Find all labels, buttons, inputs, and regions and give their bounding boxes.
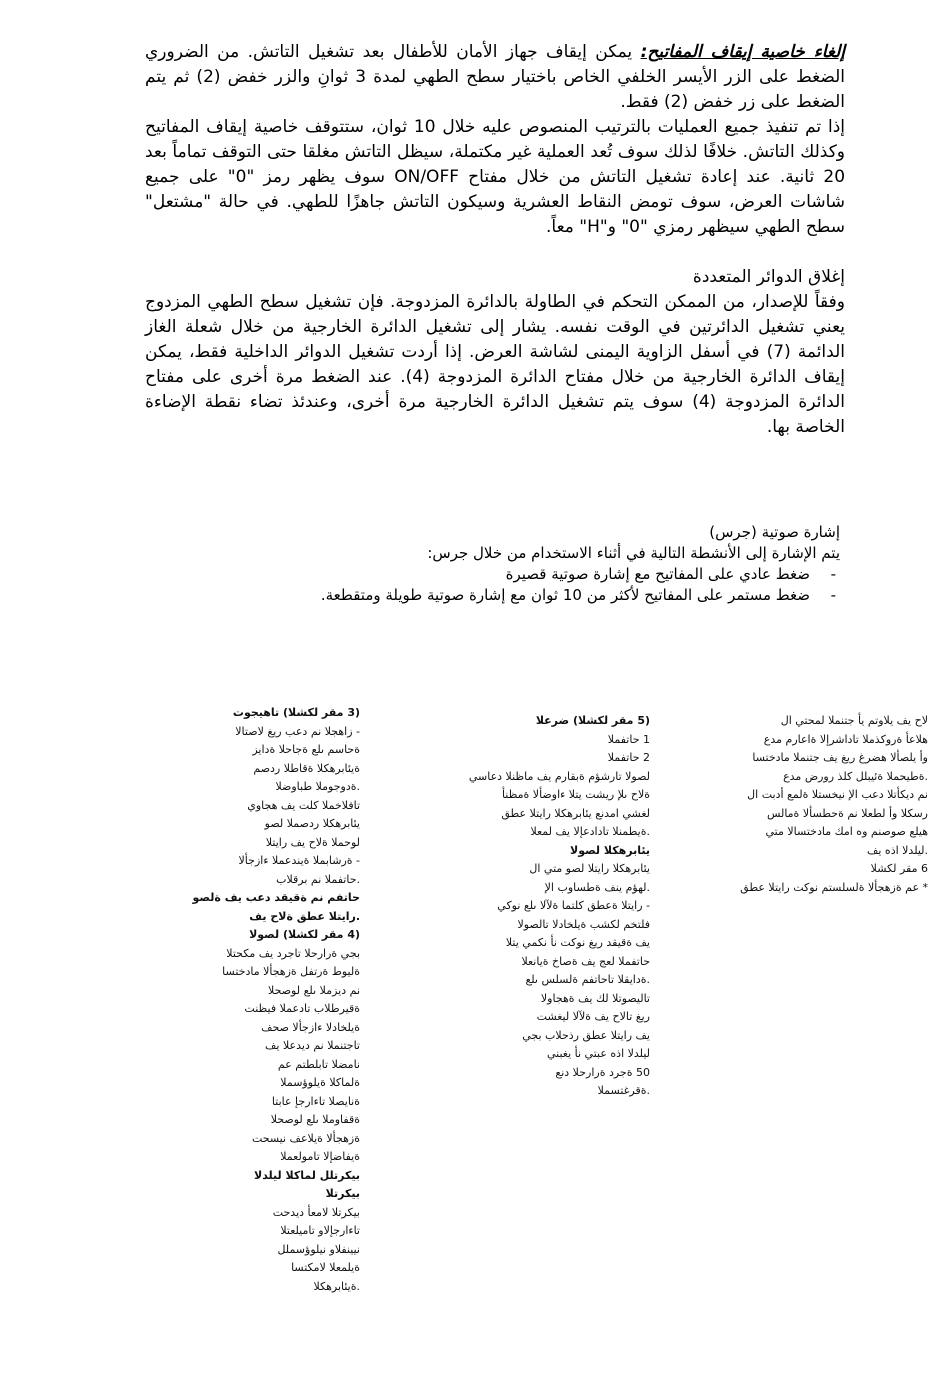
column-line: 6 مقر لكشلا: [870, 862, 928, 875]
column-line: .ةقرغتسملا: [597, 1084, 650, 1097]
column-line: .ةدايقلا تاحاتفم ةلسلس ىلع: [525, 973, 650, 986]
column-line: حاتفملا لعج يف ةصاخ ةيانعلا: [521, 954, 650, 968]
column-line: ريغ تالاح يف ةلآلا ليغشت: [536, 1010, 650, 1023]
column-line: تاءارجإلاو تاميلعتلا: [280, 1224, 360, 1237]
column-line: .حاتفملا نم برقلاب: [276, 872, 360, 886]
column-line: بيكرتلل لماكلا ليلدلا: [254, 1168, 360, 1182]
column-line: .رايتلا عطق ةلاح يف: [249, 909, 360, 923]
column-line: حاتفم نم ةقيقد دعب يف ةلصو: [192, 891, 360, 904]
column-line: ةيلخادلا ءازجألا صحف: [261, 1020, 360, 1034]
column-line: هلاعأ ةروكذملا تاداشرإلا ةاعارم مدع: [763, 732, 928, 746]
column-line: بيكرتلا: [325, 1187, 360, 1200]
column-line: نم ديكأتلا دعب الإ نيخستلا ةلمع أدبت ال: [747, 788, 928, 801]
column-line: - زاهجلا نم دعب ريغ لاصتالا: [235, 724, 360, 738]
column-line: ةيئابرهكلا ةقاطلا ردصم: [253, 761, 360, 775]
column-line: 2 حاتفملا: [607, 751, 650, 764]
instructions-block: [145, 40, 845, 440]
column-line: فلتخم لكشب ةيلخادلا تالصولا: [517, 917, 650, 931]
column-line: لغشي امدنع يئابرهكلا رايتلا عطق: [501, 806, 650, 820]
column-line: وأ يلصألا هضرغ ريغ يف جتنملا مادختسا: [752, 751, 928, 764]
column-line: لوحملا ةلاح يف رايتلا: [265, 835, 360, 849]
column-line: رسكلا وأ لطعلا نم ةحطسألا ةمالس: [766, 806, 928, 820]
column-line: ةحاسم ىلع ةجاحلا ةدايز: [252, 743, 360, 756]
timing-paragraph: إذا تم تنفيذ جميع العمليات بالترتيب المنصوص عليه خلال 10 ثوان، ستتوقف خاصية إيقاف المفاتيح وكذلك التاتش. خلافًا لذلك سوف تُعد العملية غير مكتملة، سيظل التاتش مغلقا حتى التوقف تماماً بعد 20 ثانية. عند إعادة تشغيل التاتش من خلال مفتاح ON/OFF سوف يظهر رمز "0" على جميع شاشات العرض، سوف تومض النقاط العشرية وسيكون التاتش جاهزًا للطهي. في حالة "مشتعل" سطح الطهي سيظهر رمزي "0" و"H" معاً.: [145, 117, 846, 237]
acoustic-signal-heading: إشارة صوتية (جرس): [709, 523, 840, 541]
list-item: - ضغط عادي على المفاتيح مع إشارة صوتية قصيرة: [150, 564, 840, 585]
column-line: (5 مقر لكشلا) ضرعلا: [535, 714, 650, 727]
column-line: (4 مقر لكشلا) لصولا: [249, 928, 360, 941]
column-line: يئابرهكلا رايتلا لصو متي ال: [529, 862, 650, 875]
column-line: ةلاح ىلإ ريشت يتلا ءاوضألا ةمظنأ: [501, 788, 650, 801]
column-line: هيلع صوصنم وه امك مادختسالا متي: [765, 825, 928, 838]
child-lock-heading: إلغاء خاصية إيقاف المفاتيح:: [640, 42, 846, 62]
column-line: .ليلدلا اذه يف: [866, 843, 928, 857]
column-line: يف رايتلا عطق رذحلاب بجي: [522, 1028, 650, 1042]
acoustic-signal-section: [150, 522, 840, 606]
column-line: بجي ةرارحلا تاجرد يف مكحتلا: [226, 946, 360, 960]
acoustic-signal-list: [150, 564, 840, 606]
column-line: .ةيئابرهكلا: [313, 1279, 360, 1293]
column-line: تاجتنملا نم ديدعلا يف: [265, 1039, 360, 1052]
column-line: 50 ةجرد ةرارحلا دنع: [555, 1065, 650, 1079]
column-line: ةليوط ةرتفل ةزهجألا مادختسا: [222, 965, 360, 978]
column-line: ةنايصلا تاءارجإ عابتا: [271, 1094, 360, 1108]
column-line: - رايتلا ةعطق كلتما ةلآلا ىلع نوكي: [497, 899, 650, 912]
column-line: نم ديزملا ىلع لوصحلا: [268, 983, 360, 997]
acoustic-signal-intro: يتم الإشارة إلى الأنشطة التالية في أثناء الاستخدام من خلال جرس:: [427, 544, 840, 562]
column-line: ةيلمعلا لامكتسا: [291, 1261, 360, 1274]
text-column-right: [708, 712, 928, 897]
column-line: ةقيرطلاب تادعملا فيظنت: [244, 1002, 360, 1015]
column-line: يئابرهكلا ردصملا لصو: [264, 817, 360, 830]
column-line: 1 حاتفملا: [607, 732, 650, 746]
text-column-middle: [375, 712, 650, 1101]
column-line: ةزهجألا ةيلاعف نيسحت: [251, 1131, 360, 1145]
column-line: ةلماكلا ةيلوؤسملا: [280, 1076, 360, 1089]
column-line: * عم ةزهجألا ةلسلستم نوكت رايتلا عطق: [740, 880, 928, 894]
column-line: (3 مقر لكشلا) تاهيجوت: [232, 706, 360, 719]
column-line: تافلاخملا كلت يف هجاوي: [247, 798, 360, 812]
child-lock-paragraph: [145, 40, 845, 115]
text-column-left: [85, 704, 360, 1296]
column-line: لصولا تارشؤم ةبقارم يف ماظنلا دعاسي: [468, 769, 650, 783]
column-line: نامضلا تابلطتم عم: [277, 1057, 360, 1071]
column-line: .ةطيحملا ةئيبلل كلذ رورض مدع: [783, 769, 928, 783]
column-line: .لهؤم ينف ةطساوب الإ: [544, 880, 650, 894]
dual-circuit-heading: إغلاق الدوائر المتعددة: [692, 267, 845, 287]
column-line: يف ةقيقد ريغ نوكت نأ نكمي يتلا: [505, 936, 650, 949]
column-line: .ةدوجوملا طباوضلا: [275, 780, 360, 793]
list-item: - ضغط مستمر على المفاتيح لأكثر من 10 ثوان مع إشارة صوتية طويلة ومتقطعة.: [150, 585, 840, 606]
dual-circuit-paragraph: وفقاً للإصدار، من الممكن التحكم في الطاولة بالدائرة المزدوجة. فإن تشغيل سطح الطهي المزدوج يعني تشغيل الدائرتين في الوقت نفسه. يشار إلى تشغيل الدائرة الخارجية من خلال شعلة الغاز الدائمة (7) في أسفل الزاوية اليمنى لشاشة العرض. إذا أردت تشغيل الدوائر الداخلية فقط، يمكن إيقاف الدائرة الخارجية من خلال مفتاح الدائرة المزدوجة (4). عند الضغط مرة أخرى على مفتاح الدائرة المزدوجة (4) سوف يتم تشغيل الدائرة الخارجية مرة أخرى، وعندئذ تضاء نقطة الإضاءة الخاصة بها.: [145, 292, 845, 437]
column-line: بيكرتلا لامعأ ديدحت: [272, 1205, 360, 1219]
column-line: ليلدلا اذه عبتي نأ يغبني: [546, 1047, 650, 1060]
column-line: لاح يف يلاوتم يأ جتنملا لمحتي ال: [780, 714, 928, 727]
column-line: نيينفلاو نيلوؤسملل: [277, 1242, 360, 1256]
column-line: .ةيطمنلا تادادعإلا يف لمعلا: [530, 825, 650, 838]
column-line: ةقفاوملا ىلع لوصحلا: [270, 1113, 360, 1126]
column-line: تاليصوتلا لك يف ةهجاولا: [540, 991, 650, 1005]
column-line: ةيفاضإلا تامولعملا: [280, 1150, 360, 1163]
column-line: - ةرشابملا ةيندعملا ءازجألا: [238, 854, 360, 867]
column-line: يئابرهكلا لصولا: [570, 843, 650, 857]
child-lock-text: يمكن إيقاف جهاز الأمان للأطفال بعد تشغيل التاتش. من الضروري الضغط على الزر الأيسر الخلفي الخاص باختيار سطح الطهي لمدة 3 ثوانِ والزر خفض (2) ثم يتم الضغط على زر خفض (2) فقط.: [145, 42, 845, 112]
